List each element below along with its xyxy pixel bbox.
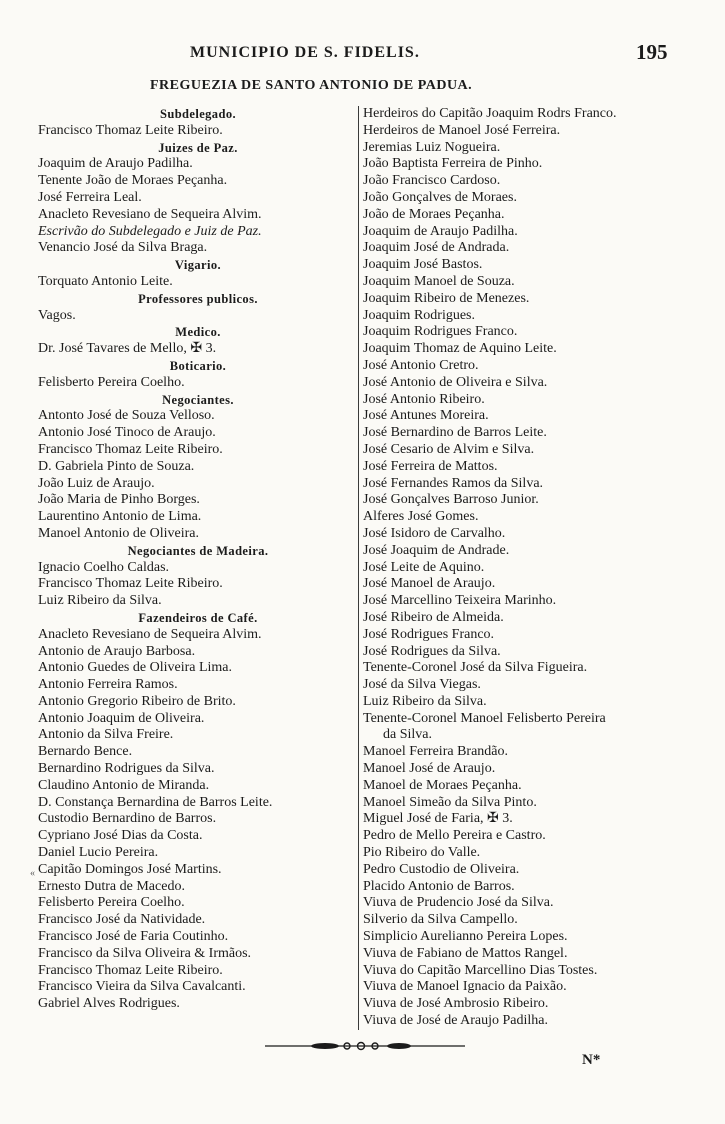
name-entry: Viuva do Capitão Marcellino Dias Tostes. xyxy=(363,962,598,978)
name-entry: Joaquim de Araujo Padilha. xyxy=(363,223,518,239)
name-entry: Antonio de Araujo Barbosa. xyxy=(38,643,196,659)
name-entry: Antonto José de Souza Velloso. xyxy=(38,408,215,424)
name-entry: Bernardino Rodrigues da Silva. xyxy=(38,761,215,777)
name-entry: José Ferreira Leal. xyxy=(38,189,142,205)
name-entry: José Marcellino Teixeira Marinho. xyxy=(363,593,557,609)
name-entry: Joaquim Ribeiro de Menezes. xyxy=(363,290,530,306)
name-entry: José Fernandes Ramos da Silva. xyxy=(363,475,544,491)
name-entry: Anacleto Revesiano de Sequeira Alvim. xyxy=(38,626,262,642)
name-entry: Daniel Lucio Pereira. xyxy=(38,845,159,861)
name-entry: Pedro Custodio de Oliveira. xyxy=(363,861,520,877)
name-entry: Viuva de José Ambrosio Ribeiro. xyxy=(363,996,549,1012)
name-entry: Manoel de Moraes Peçanha. xyxy=(363,777,522,793)
name-entry: Herdeiros de Manoel José Ferreira. xyxy=(363,122,561,138)
section-heading: Juizes de Paz. xyxy=(158,140,238,155)
name-entry: Antonio Gregorio Ribeiro de Brito. xyxy=(38,693,236,709)
name-entry: Antonio José Tinoco de Araujo. xyxy=(38,425,216,441)
name-entry: Joaquim Rodrigues Franco. xyxy=(363,324,518,340)
name-entry: Viuva de Fabiano de Mattos Rangel. xyxy=(363,945,568,961)
catchword: N* xyxy=(582,1052,601,1068)
name-entry: Viuva de Manoel Ignacio da Paixão. xyxy=(363,979,567,995)
section-heading: Negociantes. xyxy=(162,392,234,407)
name-entry: Viuva de José de Araujo Padilha. xyxy=(363,1013,549,1029)
section-heading: Fazendeiros de Café. xyxy=(138,610,258,625)
section-heading: Medico. xyxy=(175,325,221,340)
name-entry: Anacleto Revesiano de Sequeira Alvim. xyxy=(38,206,262,222)
name-entry: Antonio Ferreira Ramos. xyxy=(38,677,178,693)
section-heading: Vigario. xyxy=(174,258,222,273)
name-entry: Gabriel Alves Rodrigues. xyxy=(38,996,180,1012)
name-entry: Bernardo Bence. xyxy=(38,744,133,760)
name-entry: José Joaquim de Andrade. xyxy=(363,542,510,558)
name-entry: Felisberto Pereira Coelho. xyxy=(38,895,185,911)
name-entry: Capitão Domingos José Martins. xyxy=(38,861,222,877)
name-entry: João Baptista Ferreira de Pinho. xyxy=(363,156,543,172)
name-entry: José Manoel de Araujo. xyxy=(363,576,496,592)
name-entry: Silverio da Silva Campello. xyxy=(363,912,518,928)
name-entry: João Francisco Cardoso. xyxy=(363,173,501,189)
name-entry: José Antonio Cretro. xyxy=(363,357,479,373)
name-entry: Francisco Thomaz Leite Ribeiro. xyxy=(38,441,223,457)
page-number: 195 xyxy=(636,40,668,64)
name-entry: José da Silva Viegas. xyxy=(363,677,481,693)
name-entry: José Isidoro de Carvalho. xyxy=(363,525,506,541)
name-entry: D. Constança Bernardina de Barros Leite. xyxy=(38,794,273,810)
running-title: MUNICIPIO DE S. FIDELIS. xyxy=(190,44,420,61)
name-continuation: da Silva. xyxy=(383,727,432,743)
name-entry: José Rodrigues da Silva. xyxy=(363,643,501,659)
name-entry: Luiz Ribeiro da Silva. xyxy=(38,593,162,609)
name-entry: José Leite de Aquino. xyxy=(363,559,485,575)
name-entry: Custodio Bernardino de Barros. xyxy=(38,811,217,827)
name-entry: José Bernardino de Barros Leite. xyxy=(363,425,547,441)
name-entry: Pio Ribeiro do Valle. xyxy=(363,845,481,861)
name-entry: Laurentino Antonio de Lima. xyxy=(38,509,202,525)
name-entry: Joaquim José Bastos. xyxy=(363,257,483,273)
name-entry: Manoel Ferreira Brandão. xyxy=(363,744,508,760)
margin-mark: « xyxy=(30,868,35,879)
name-entry: Venancio José da Silva Braga. xyxy=(38,240,208,256)
name-entry: João Luiz de Araujo. xyxy=(38,475,155,491)
name-entry: João de Moraes Peçanha. xyxy=(363,206,505,222)
name-entry: Antonio Guedes de Oliveira Lima. xyxy=(38,660,233,676)
name-entry: Joaquim Thomaz de Aquino Leite. xyxy=(363,341,557,357)
name-entry: Luiz Ribeiro da Silva. xyxy=(363,693,487,709)
name-entry: Ernesto Dutra de Macedo. xyxy=(38,878,185,894)
name-entry: João Gonçalves de Moraes. xyxy=(363,189,517,205)
name-entry: Simplicio Aurelianno Pereira Lopes. xyxy=(363,929,568,945)
name-entry: D. Gabriela Pinto de Souza. xyxy=(38,458,195,474)
name-entry: José Cesario de Alvim e Silva. xyxy=(363,441,535,457)
name-entry: Tenente-Coronel Manoel Felisberto Pereira xyxy=(363,710,606,726)
name-entry: Herdeiros do Capitão Joaquim Rodrs Franco. xyxy=(363,106,617,121)
name-entry: Francisco Vieira da Silva Cavalcanti. xyxy=(38,979,246,995)
name-entry: Jeremias Luiz Nogueira. xyxy=(363,139,501,155)
name-entry: Placido Antonio de Barros. xyxy=(363,878,515,894)
name-entry: Claudino Antonio de Miranda. xyxy=(38,777,210,793)
name-entry: Manoel Simeão da Silva Pinto. xyxy=(363,794,537,810)
name-entry: Francisco José de Faria Coutinho. xyxy=(38,929,229,945)
name-entry: José Gonçalves Barroso Junior. xyxy=(363,492,539,508)
parish-title: FREGUEZIA DE SANTO ANTONIO DE PADUA. xyxy=(150,78,473,93)
name-entry: Cypriano José Dias da Costa. xyxy=(38,828,203,844)
name-entry: Felisberto Pereira Coelho. xyxy=(38,374,185,390)
left-column xyxy=(38,106,358,1013)
name-entry: Alferes José Gomes. xyxy=(363,509,479,525)
name-entry: Vagos. xyxy=(38,307,76,323)
name-entry: Joaquim de Araujo Padilha. xyxy=(38,156,193,172)
page-header xyxy=(0,40,725,68)
name-entry: Manoel José de Araujo. xyxy=(363,761,496,777)
name-entry: José Antunes Moreira. xyxy=(363,408,489,424)
name-entry: Ignacio Coelho Caldas. xyxy=(38,559,170,575)
role-caption: Escrivão do Subdelegado e Juiz de Paz. xyxy=(38,223,262,239)
divider-ornament xyxy=(265,1040,465,1052)
name-entry: Francisco Thomaz Leite Ribeiro. xyxy=(38,962,223,978)
name-entry: Torquato Antonio Leite. xyxy=(38,273,173,289)
name-entry: Francisco Thomaz Leite Ribeiro. xyxy=(38,122,223,138)
name-entry: Tenente João de Moraes Peçanha. xyxy=(38,173,228,189)
name-entry: Francisco da Silva Oliveira & Irmãos. xyxy=(38,945,252,961)
section-heading: Boticario. xyxy=(169,358,227,373)
name-entry: Miguel José de Faria, ✠ 3. xyxy=(363,811,513,827)
right-column xyxy=(358,106,688,1030)
name-entry: José Antonio de Oliveira e Silva. xyxy=(363,374,548,390)
name-entry: José Ferreira de Mattos. xyxy=(363,458,498,474)
name-entry: José Antonio Ribeiro. xyxy=(363,391,485,407)
name-entry: Viuva de Prudencio José da Silva. xyxy=(363,895,554,911)
section-heading: Professores publicos. xyxy=(138,291,258,306)
name-entry: Antonio da Silva Freire. xyxy=(38,727,174,743)
name-entry: Joaquim José de Andrada. xyxy=(363,240,510,256)
name-entry: José Ribeiro de Almeida. xyxy=(363,609,504,625)
name-entry: Dr. José Tavares de Mello, ✠ 3. xyxy=(38,341,217,357)
name-entry: Joaquim Rodrigues. xyxy=(363,307,475,323)
name-entry: Tenente-Coronel José da Silva Figueira. xyxy=(363,660,588,676)
section-heading: Negociantes de Madeira. xyxy=(127,543,269,558)
name-entry: Francisco Thomaz Leite Ribeiro. xyxy=(38,576,223,592)
name-entry: José Rodrigues Franco. xyxy=(363,626,495,642)
name-entry: Antonio Joaquim de Oliveira. xyxy=(38,710,205,726)
section-heading: Subdelegado. xyxy=(159,107,236,121)
name-entry: Pedro de Mello Pereira e Castro. xyxy=(363,828,546,844)
name-entry: Manoel Antonio de Oliveira. xyxy=(38,525,199,541)
name-entry: João Maria de Pinho Borges. xyxy=(38,492,200,508)
name-entry: Francisco José da Natividade. xyxy=(38,912,206,928)
name-entry: Joaquim Manoel de Souza. xyxy=(363,273,515,289)
